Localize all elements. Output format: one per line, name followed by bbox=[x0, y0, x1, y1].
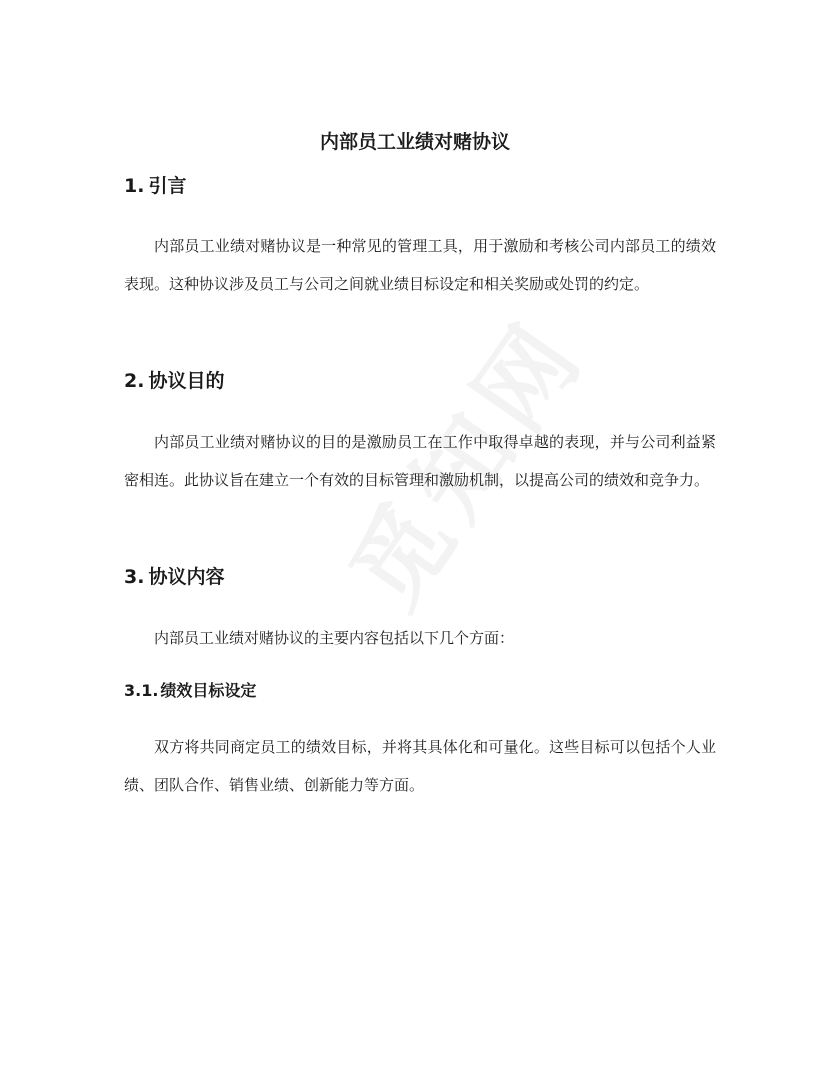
section-heading-1 bbox=[124, 172, 186, 200]
document-title: 内部员工业绩对赌协议 bbox=[319, 131, 510, 153]
section-heading-text: 引言 bbox=[148, 175, 187, 197]
section-heading-text: 协议内容 bbox=[148, 566, 225, 588]
section-paragraph-1: 内部员工业绩对赌协议是一种常见的管理工具，用于激励和考核公司内部员工的绩效表现。这种协议涉及员工与公司之间就业绩目标设定和相关奖励或处罚的约定。 bbox=[124, 237, 716, 293]
section-number: 3. bbox=[124, 566, 145, 588]
subsection-paragraph-3-1: 双方将共同商定员工的绩效目标，并将其具体化和可量化。这些目标可以包括个人业绩、团队合作、销售业绩、创新能力等方面。 bbox=[124, 738, 716, 794]
subsection-number: 3.1. bbox=[124, 681, 159, 700]
section-heading-3 bbox=[124, 563, 224, 591]
section-paragraph-3: 内部员工业绩对赌协议的主要内容包括以下几个方面： bbox=[154, 629, 515, 647]
section-number: 2. bbox=[124, 370, 145, 392]
section-number: 1. bbox=[124, 175, 145, 197]
section-heading-2 bbox=[124, 367, 224, 395]
section-heading-text: 协议目的 bbox=[148, 370, 225, 392]
section-paragraph-2: 内部员工业绩对赌协议的目的是激励员工在工作中取得卓越的表现，并与公司利益紧密相连。此协议旨在建立一个有效的目标管理和激励机制，以提高公司的绩效和竞争力。 bbox=[124, 433, 716, 489]
subsection-heading-3-1 bbox=[124, 678, 256, 704]
subsection-heading-text: 绩效目标设定 bbox=[160, 681, 257, 700]
